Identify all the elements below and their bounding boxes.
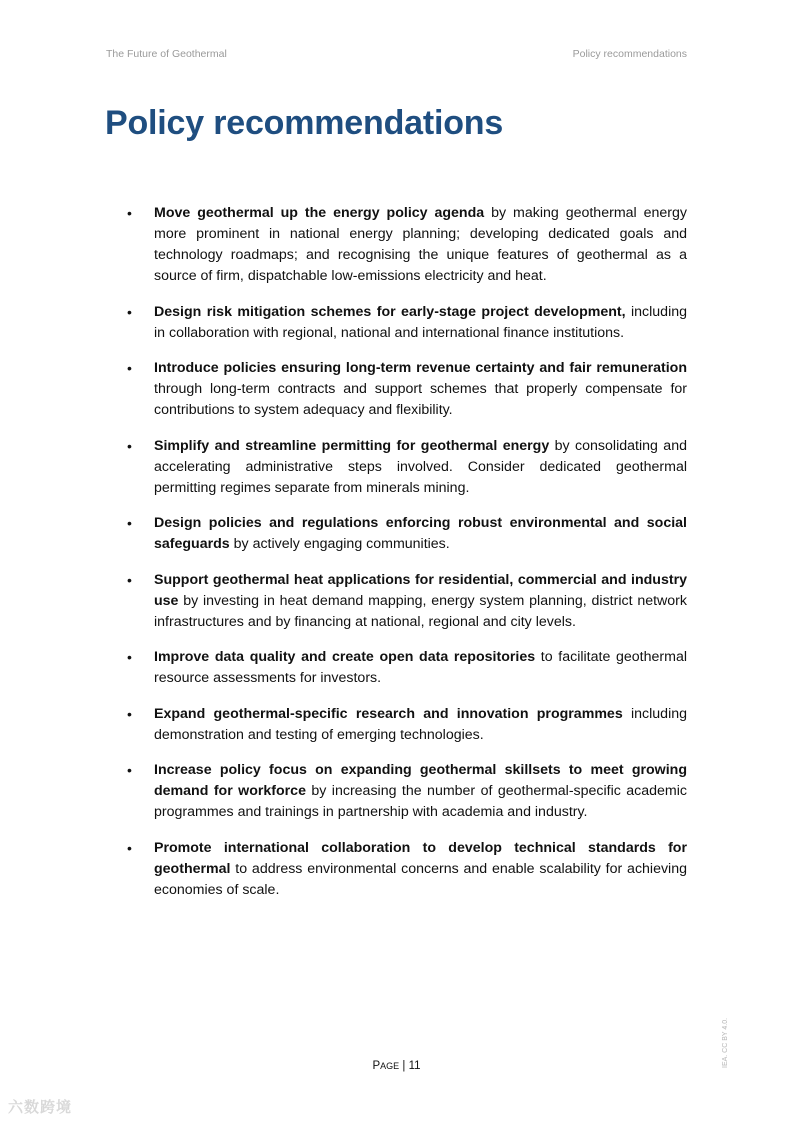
page-title: Policy recommendations — [105, 104, 504, 142]
recommendation-heading: Move geothermal up the energy policy agenda — [154, 205, 485, 221]
recommendation-heading: Introduce policies ensuring long-term revenue certainty and fair remuneration — [154, 360, 687, 376]
recommendation-text: by investing in heat demand mapping, energy system planning, district network infrastructures and by financing at national, regional and city levels. — [154, 592, 687, 630]
watermark-logo: 六数跨境 — [8, 1099, 73, 1116]
bullet-icon: • — [127, 303, 132, 320]
recommendation-heading: Simplify and streamline permitting for geothermal energy — [154, 437, 550, 454]
page-number: 11 — [408, 1060, 421, 1072]
list-item — [127, 513, 687, 555]
recommendation-heading: Improve data quality and create open data repositories — [154, 649, 536, 665]
bullet-icon: • — [127, 515, 132, 531]
list-item — [127, 838, 687, 901]
recommendation-heading: Design risk mitigation schemes for early-stage project development, — [154, 303, 626, 320]
recommendation-text: to facilitate geothermal resource assessments for investors. — [154, 649, 687, 686]
recommendation-heading: Design policies and regulations enforcing robust environmental and social safeguards — [154, 515, 687, 552]
list-item — [127, 358, 687, 421]
page-separator: | — [399, 1060, 409, 1072]
list-item — [127, 570, 687, 633]
recommendation-heading: Support geothermal heat applications for residential, commercial and industry use — [154, 571, 687, 609]
page-label-initial: P — [372, 1060, 381, 1072]
recommendation-text: including in collaboration with regional, national and international finance institutions. — [154, 303, 687, 341]
bullet-icon: • — [127, 762, 132, 778]
list-item — [127, 647, 687, 689]
recommendation-text: by consolidating and accelerating administrative steps involved. Consider dedicated geothermal permitting regimes separate from minerals mining. — [154, 437, 687, 496]
recommendation-text: by increasing the number of geothermal-specific academic programmes and trainings in partnership with academia and industry. — [154, 783, 687, 820]
license-notice: IEA. CC BY 4.0. — [722, 1017, 729, 1068]
list-item — [127, 203, 687, 287]
recommendation-heading: Increase policy focus on expanding geothermal skillsets to meet growing demand for workforce — [154, 762, 687, 799]
page-footer — [0, 1060, 793, 1072]
recommendation-list — [127, 203, 687, 915]
bullet-icon: • — [127, 839, 132, 856]
bullet-icon: • — [127, 705, 132, 722]
bullet-icon: • — [127, 649, 132, 665]
recommendation-text: including demonstration and testing of emerging technologies. — [154, 705, 687, 743]
list-item — [127, 704, 687, 746]
recommendation-heading: Expand geothermal-specific research and innovation programmes — [154, 705, 623, 722]
recommendation-text: by making geothermal energy more prominent in national energy planning; developing dedicated goals and technology roadmaps; and recognising the unique features of geothermal as a source of firm, dispatchable low-emissions electricity and heat. — [154, 205, 687, 284]
recommendation-text: to address environmental concerns and enable scalability for achieving economies of scale. — [154, 860, 687, 898]
running-header-right: Policy recommendations — [572, 48, 687, 60]
bullet-icon: • — [127, 205, 132, 221]
recommendation-heading: Promote international collaboration to develop technical standards for geothermal — [154, 839, 687, 877]
bullet-icon: • — [127, 360, 132, 376]
page-label — [372, 1060, 399, 1072]
bullet-icon: • — [127, 571, 132, 588]
running-header-left: The Future of Geothermal — [106, 48, 227, 60]
list-item — [127, 436, 687, 499]
list-item — [127, 760, 687, 823]
bullet-icon: • — [127, 437, 132, 454]
list-item — [127, 302, 687, 344]
recommendation-text: through long-term contracts and support schemes that properly compensate for contributions to system adequacy and flexibility. — [154, 381, 687, 418]
page-label-rest: AGE — [380, 1061, 400, 1071]
recommendation-text: by actively engaging communities. — [229, 536, 450, 552]
